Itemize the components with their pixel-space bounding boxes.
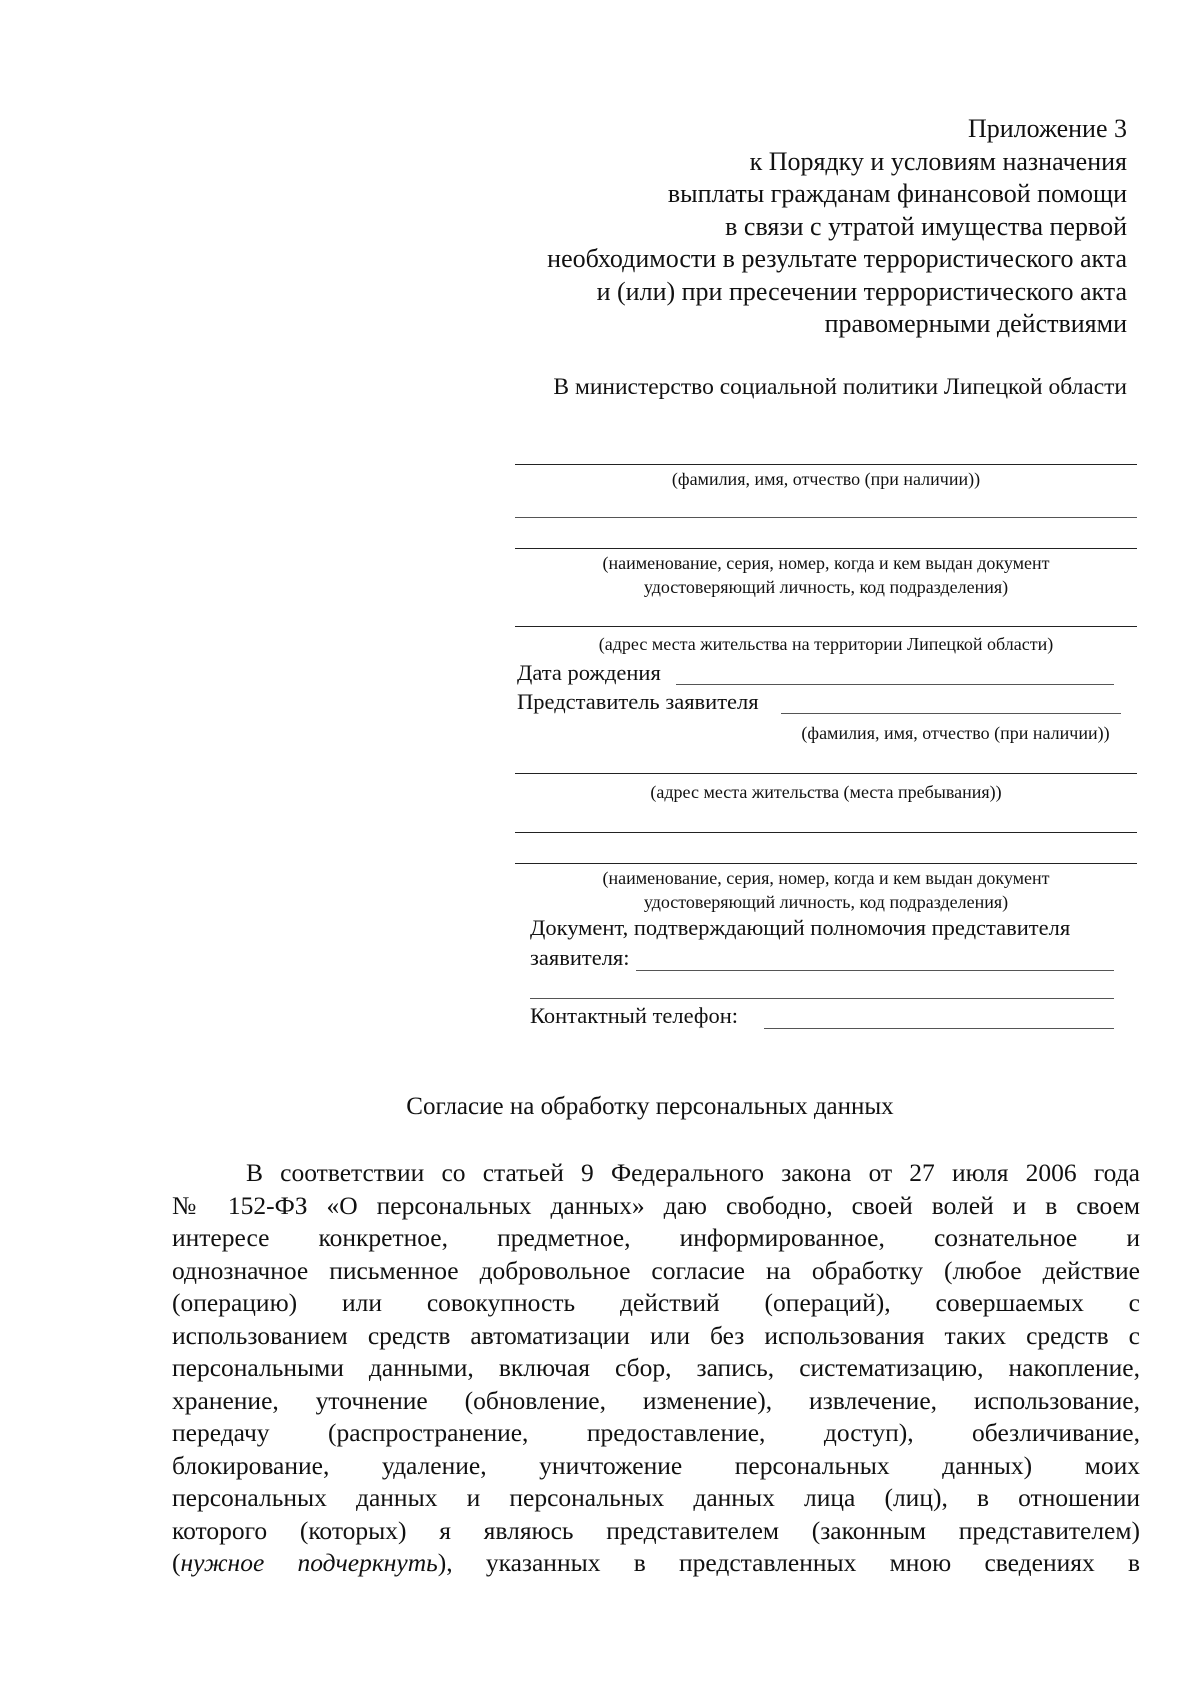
- recipient-ministry: В министерство социальной политики Липецкой области: [553, 374, 1127, 400]
- birth-date-field[interactable]: [676, 684, 1114, 685]
- authority-doc-label-cont: заявителя:: [530, 945, 630, 970]
- appendix-line: и (или) при пресечении террористического акта: [596, 276, 1127, 306]
- consent-line: (операцию) или совокупность действий (операций), совершаемых с: [172, 1288, 1140, 1317]
- rep-document-caption: [515, 866, 1137, 914]
- consent-body: [172, 1157, 1140, 1580]
- document-caption-line: (наименование, серия, номер, когда и кем выдан документ: [602, 553, 1050, 573]
- phone-field[interactable]: [764, 1028, 1114, 1029]
- document-line-1[interactable]: [515, 517, 1137, 518]
- address-caption: (адрес места жительства на территории Липецкой области): [598, 634, 1054, 654]
- authority-doc-field[interactable]: [636, 970, 1114, 971]
- representative-label: Представитель заявителя: [517, 689, 759, 714]
- address-line[interactable]: [515, 626, 1137, 627]
- phone-label: Контактный телефон:: [530, 1003, 738, 1028]
- fio-line[interactable]: [515, 464, 1137, 465]
- fio-caption: (фамилия, имя, отчество (при наличии)): [671, 469, 981, 489]
- consent-line: хранение, уточнение (обновление, изменение), извлечение, использование,: [172, 1385, 1140, 1415]
- paren-open: (: [172, 1548, 181, 1577]
- rep-address-caption: (адрес места жительства (места пребывания)): [650, 782, 1002, 802]
- consent-line-rest: ), указанных в представленных мною сведениях в: [437, 1548, 1140, 1577]
- document-caption: [515, 551, 1137, 599]
- consent-line: персональными данными, включая сбор, запись, систематизацию, накопление,: [172, 1353, 1140, 1382]
- appendix-header: [427, 113, 1127, 341]
- consent-line: которого (которых) я являюсь представителем (законным представителем): [172, 1515, 1140, 1545]
- rep-document-line-1[interactable]: [515, 832, 1137, 833]
- consent-line: № 152-ФЗ «О персональных данных» даю свободно, своей волей и в своем: [172, 1190, 1140, 1220]
- consent-line: использованием средств автоматизации или без использования таких средств с: [172, 1320, 1140, 1350]
- appendix-line: правомерными действиями: [824, 309, 1127, 338]
- consent-line: передачу (распространение, предоставление, доступ), обезличивание,: [172, 1418, 1140, 1447]
- appendix-line: к Порядку и условиям назначения: [749, 146, 1127, 176]
- rep-document-caption-line: (наименование, серия, номер, когда и кем выдан документ: [602, 868, 1050, 888]
- document-line-2[interactable]: [515, 548, 1137, 549]
- authority-doc-field-2[interactable]: [530, 998, 1114, 999]
- appendix-line: в связи с утратой имущества первой: [725, 211, 1127, 241]
- appendix-line: Приложение 3: [967, 114, 1127, 143]
- consent-line: блокирование, удаление, уничтожение персональных данных) моих: [172, 1450, 1140, 1480]
- birth-date-label: Дата рождения: [517, 660, 661, 685]
- consent-line: интересе конкретное, предметное, информированное, сознательное и: [172, 1223, 1140, 1252]
- representative-field[interactable]: [781, 713, 1121, 714]
- consent-line: однозначное письменное добровольное согласие на обработку (любое действие: [172, 1255, 1140, 1285]
- rep-document-caption-line: удостоверяющий личность, код подразделения): [643, 892, 1009, 912]
- authority-doc-label: Документ, подтверждающий полномочия представителя: [530, 915, 1071, 940]
- document-caption-line: удостоверяющий личность, код подразделения): [643, 577, 1009, 597]
- appendix-line: необходимости в результате террористического акта: [547, 244, 1127, 273]
- consent-line: В соответствии со статьей 9 Федерального закона от 27 июля 2006 года: [246, 1158, 1140, 1187]
- consent-line: персональных данных и персональных данных лица (лиц), в отношении: [172, 1483, 1140, 1512]
- consent-line-last: [172, 1547, 1140, 1580]
- rep-document-line-2[interactable]: [515, 863, 1137, 864]
- consent-title: Согласие на обработку персональных данных: [406, 1093, 894, 1120]
- rep-address-line[interactable]: [515, 773, 1137, 774]
- rep-fio-caption: (фамилия, имя, отчество (при наличии)): [801, 723, 1110, 743]
- italic-note: нужное подчеркнуть: [180, 1548, 438, 1577]
- appendix-line: выплаты гражданам финансовой помощи: [667, 179, 1127, 208]
